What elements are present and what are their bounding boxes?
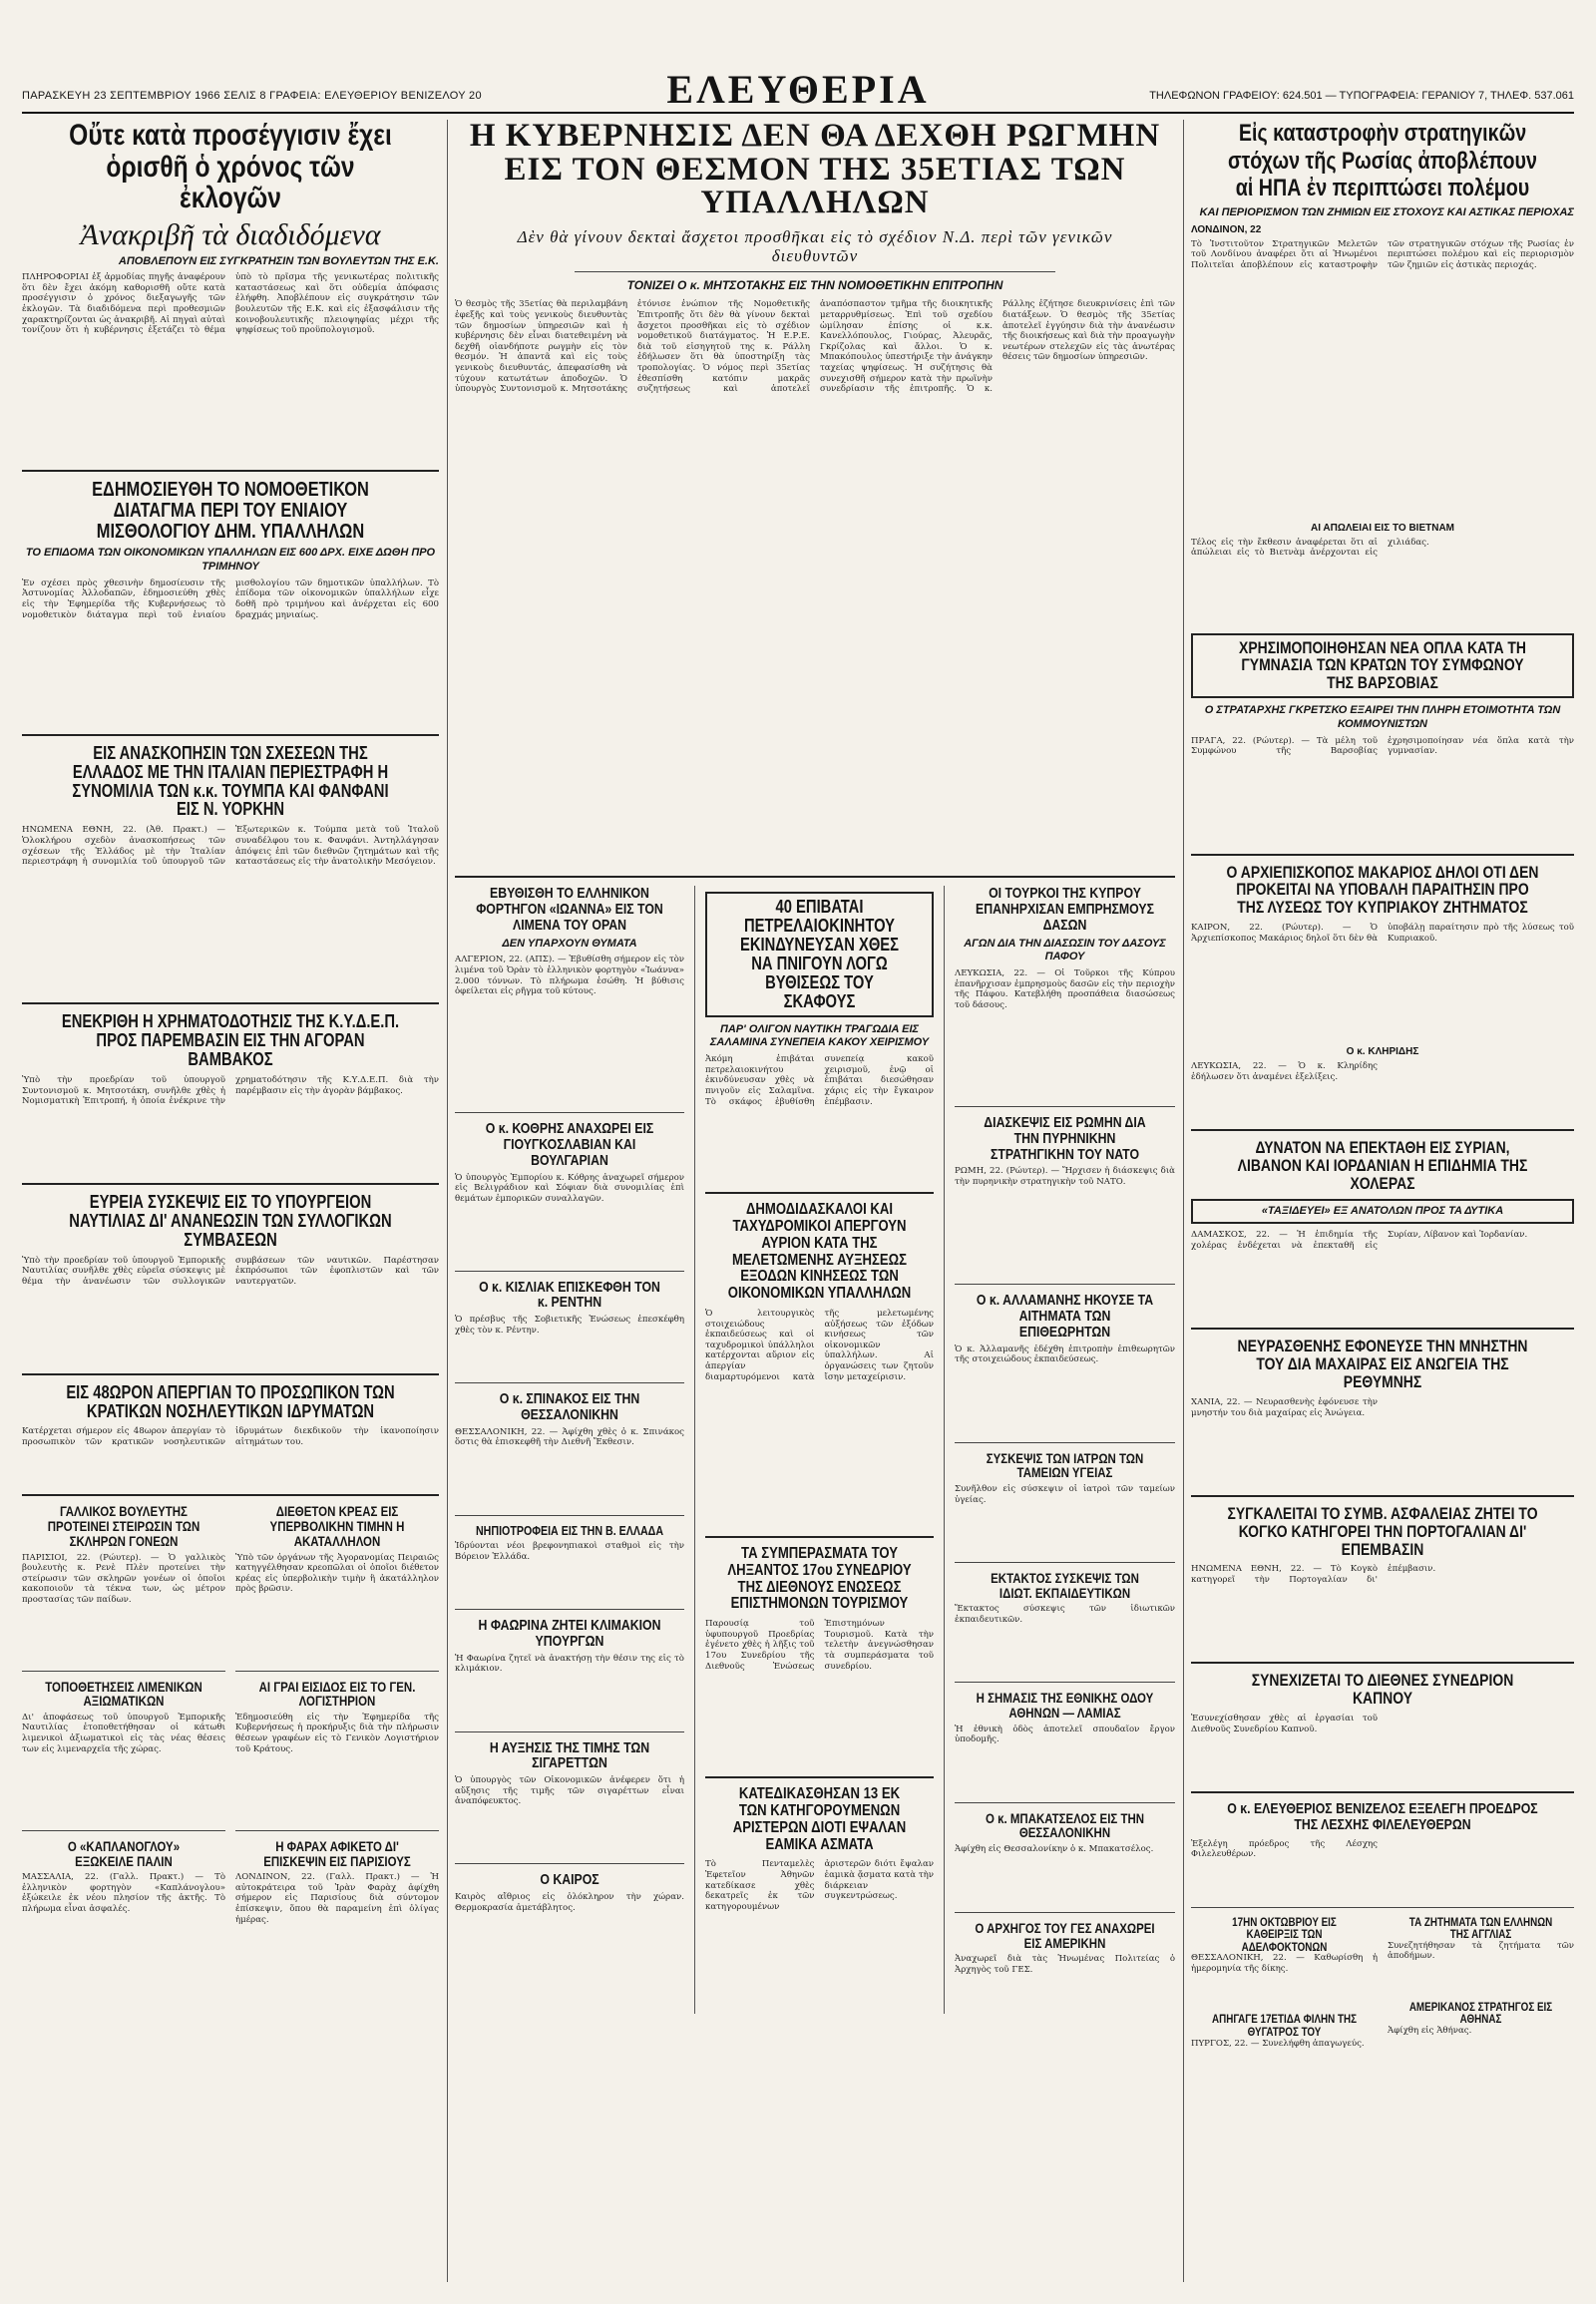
article-body: Τὸ Ἰνστιτοῦτον Στρατηγικῶν Μελετῶν τοῦ Λονδίνου ἀναφέρει ὅτι αἱ Ἡνωμένοι Πολιτεῖαι ἀποβλέπουν εἰς καταστροφὴν τῶν στρατηγικῶν στόχων τῆς Ρωσίας ἐν περιπτώσει πολέμου καὶ εἰς περιορισμὸν τῶν ζημιῶν εἰς ἀστικὰς περιοχάς. <box>1191 238 1574 270</box>
small-news-column <box>22 1504 225 2023</box>
article-headline: 40 ΕΠΙΒΑΤΑΙ ΠΕΤΡΕΛΑΙΟΚΙΝΗΤΟΥ ΕΚΙΝΔΥΝΕΥΣΑΝ ΧΘΕΣ ΝΑ ΠΝΙΓΟΥΝ ΛΟΓΩ ΒΥΘΙΣΕΩΣ ΤΟΥ ΣΚΑΦΟΥΣ <box>739 897 900 1011</box>
article-subhead: ΑΓΩΝ ΔΙΑ ΤΗΝ ΔΙΑΣΩΣΙΝ ΤΟΥ ΔΑΣΟΥΣ ΠΑΦΟΥ <box>964 937 1166 963</box>
article-body: Ἀφίχθη εἰς Ἀθήνας. <box>1388 2026 1472 2036</box>
article-headline: Ο κ. ΕΛΕΥΘΕΡΙΟΣ ΒΕΝΙΖΕΛΟΣ ΕΞΕΛΕΓΗ ΠΡΟΕΔΡΟΣ ΤΗΣ ΛΕΣΧΗΣ ΦΙΛΕΛΕΥΘΕΡΩΝ <box>1227 1800 1538 1833</box>
article-body: Ἔκτακτος σύσκεψις τῶν ἰδιωτικῶν ἐκπαιδευτικῶν. <box>955 1604 1175 1625</box>
article-body: Τὸ Πενταμελὲς Ἐφετεῖον Ἀθηνῶν κατεδίκασε χθὲς δεκατρεῖς ἐκ τῶν κατηγορουμένων ἀριστερῶν διότι ἔψαλαν ἐαμικὰ ᾄσματα κατὰ τὴν διάρκειαν συγκεντρώσεως. <box>705 1859 934 1912</box>
article-body: Ὁ λειτουργικὸς στοιχειώδους ἐκπαιδεύσεως καὶ οἱ ταχυδρομικοὶ ὑπάλληλοι κατέρχονται αὔριον εἰς ἀπεργίαν διαμαρτυρόμενοι κατὰ τῆς μελετωμένης αὐξήσεως τῶν ἐξόδων κινήσεως τῶν οἰκονομικῶν ὑπαλλήλων. Αἱ ὀργανώσεις των ζητοῦν ἴσην μεταχείρισιν. <box>705 1308 934 1382</box>
article-headline: Ο ΚΑΙΡΟΣ <box>540 1871 599 1889</box>
dateline: ΠΑΡΑΣΚΕΥΗ 23 ΣΕΠΤΕΜΒΡΙΟΥ 1966 ΣΕΛΙΣ 8 ΓΡΑΦΕΙΑ: ΕΛΕΥΘΕΡΙΟΥ ΒΕΝΙΖΕΛΟΥ 20 <box>22 90 482 102</box>
center-sub-column <box>944 886 1175 2014</box>
article-headline: ΑΠΗΓΑΓΕ 17ΕΤΙΔΑ ΦΙΛΗΝ ΤΗΣ ΘΥΓΑΤΡΟΣ ΤΟΥ <box>1212 2012 1357 2039</box>
small-news-grid <box>1191 1916 1574 2079</box>
article-headline: Ο κ. ΣΠΙΝΑΚΟΣ ΕΙΣ ΤΗΝ ΘΕΣΣΑΛΟΝΙΚΗΝ <box>499 1390 640 1423</box>
article-body: Ἱδρύονται νέοι βρεφονηπιακοὶ σταθμοὶ εἰς τὴν Βόρειον Ἑλλάδα. <box>455 1541 684 1562</box>
small-news-column <box>1388 1916 1574 2079</box>
article-headline: ΣΥΝΕΧΙΖΕΤΑΙ ΤΟ ΔΙΕΘΝΕΣ ΣΥΝΕΔΡΙΟΝ ΚΑΠΝΟΥ <box>1251 1671 1514 1709</box>
left-column <box>22 120 439 2282</box>
article-subhead: ΑΠΟΒΛΕΠΟΥΝ ΕΙΣ ΣΥΓΚΡΑΤΗΣΙΝ ΤΩΝ ΒΟΥΛΕΥΤΩΝ ΤΗΣ Ε.Κ. <box>118 254 439 267</box>
article-headline: ΕΚΤΑΚΤΟΣ ΣΥΣΚΕΨΙΣ ΤΩΝ ΙΔΙΩΤ. ΕΚΠΑΙΔΕΥΤΙΚΩΝ <box>991 1569 1139 1601</box>
article-body: Ἀκόμη ἐπιβάται πετρελαιοκινήτου ἐκινδύνευσαν χθὲς νὰ πνιγοῦν εἰς Σαλαμῖνα. Τὸ σκάφος ἐβυθίσθη συνεπείᾳ κακοῦ χειρισμοῦ, ἐνῷ οἱ ἐπιβάται διεσώθησαν χάρις εἰς τὴν ἔγκαιρον ἐπέμβασιν. <box>705 1054 934 1107</box>
center-sub-column <box>694 886 934 2014</box>
article-headline: ΔΗΜΟΔΙΔΑΣΚΑΛΟΙ ΚΑΙ ΤΑΧΥΔΡΟΜΙΚΟΙ ΑΠΕΡΓΟΥΝ ΑΥΡΙΟΝ ΚΑΤΑ ΤΗΣ ΜΕΛΕΤΩΜΕΝΗΣ ΑΥΞΗΣΕΩΣ ΕΞΟΔΩΝ ΚΙΝΗΣΕΩΣ ΤΩΝ ΟΙΚΟΝΟΜΙΚΩΝ ΥΠΑΛΛΗΛΩΝ <box>727 1201 912 1303</box>
article-body: Ἡ Φαωρίνα ζητεῖ νὰ ἀνακτήσῃ τὴν θέσιν της εἰς τὸ κλιμάκιον. <box>455 1653 684 1675</box>
article-headline: ΚΑΤΕΔΙΚΑΣΘΗΣΑΝ 13 ΕΚ ΤΩΝ ΚΑΤΗΓΟΡΟΥΜΕΝΩΝ ΑΡΙΣΤΕΡΩΝ ΔΙΟΤΙ ΕΨΑΛΑΝ ΕΑΜΙΚΑ ΑΣΜΑΤΑ <box>732 1785 907 1853</box>
article-body: ΠΛΗΡΟΦΟΡΙΑΙ ἐξ ἁρμοδίας πηγῆς ἀναφέρουν ὅτι δὲν ἔχει ἀκόμη καθορισθῆ οὔτε κατὰ προσέγγισιν ὁ χρόνος διεξαγωγῆς τῶν ἐκλογῶν. Τὰ διαδιδόμενα περὶ προθεσμιῶν χαρακτηρίζονται ὡς ἀνακριβῆ. Αἱ πηγαὶ αὐταὶ τονίζουν ὅτι ἡ κυβέρνησις ἐξετάζει τὸ θέμα ὑπὸ τὸ πρῖσμα τῆς γενικωτέρας πολιτικῆς καταστάσεως καὶ ὅτι οὐδεμία ἀπόφασις ἐλήφθη. Ἀποβλέπουν εἰς συγκράτησιν τῶν βουλευτῶν τῆς Ε.Κ. καὶ εἰς ἐξασφάλισιν τῆς κοινοβουλευτικῆς πλειοψηφίας μέχρι τῆς ψηφίσεως τοῦ προϋπολογισμοῦ. <box>22 272 439 336</box>
article-body: Ἐξελέγη πρόεδρος τῆς Λέσχης Φιλελευθέρων. <box>1191 1838 1378 1860</box>
article-body: ΔΑΜΑΣΚΟΣ, 22. — Ἡ ἐπιδημία τῆς χολέρας ἐνδέχεται νὰ ἐπεκταθῆ εἰς Συρίαν, Λίβανον καὶ Ἰορδανίαν. <box>1191 1230 1528 1251</box>
article-headline: Ο κ. ΜΠΑΚΑΤΣΕΛΟΣ ΕΙΣ ΤΗΝ ΘΕΣΣΑΛΟΝΙΚΗΝ <box>985 1809 1145 1841</box>
article-headline: Η ΦΑΩΡΙΝΑ ΖΗΤΕΙ ΚΛΙΜΑΚΙΟΝ ΥΠΟΥΡΓΩΝ <box>478 1617 661 1650</box>
article-body: ΡΩΜΗ, 22. (Ρώυτερ). — Ἤρχισεν ἡ διάσκεψις διὰ τὴν πυρηνικὴν στρατηγικὴν τοῦ ΝΑΤΟ. <box>955 1166 1175 1187</box>
article-headline: ΝΗΠΙΟΤΡΟΦΕΙΑ ΕΙΣ ΤΗΝ Β. ΕΛΛΑΔΑ <box>475 1522 664 1538</box>
center-lower <box>455 886 1175 2014</box>
article-body: Ὑπὸ τὴν προεδρίαν τοῦ ὑπουργοῦ Ἐμπορικῆς Ναυτιλίας συνῆλθε χθὲς εὐρεῖα σύσκεψις μὲ θέμα τὴν ἀνανέωσιν τῶν συλλογικῶν συμβάσεων τῶν ναυτικῶν. Παρέστησαν ἐκπρόσωποι τῶν ἐφοπλιστῶν καὶ τῶν ναυτεργατῶν. <box>22 1255 439 1287</box>
article-headline: ΕΝΕΚΡΙΘΗ Η ΧΡΗΜΑΤΟΔΟΤΗΣΙΣ ΤΗΣ Κ.Υ.Δ.Ε.Π. ΠΡΟΣ ΠΑΡΕΜΒΑΣΙΝ ΕΙΣ ΤΗΝ ΑΓΟΡΑΝ ΒΑΜΒΑΚΟΣ <box>61 1011 400 1070</box>
column-rule <box>447 120 448 2282</box>
article-body: Καιρὸς αἴθριος εἰς ὁλόκληρον τὴν χώραν. Θερμοκρασία ἀμετάβλητος. <box>455 1891 684 1913</box>
article-body: ΘΕΣΣΑΛΟΝΙΚΗ, 22. — Ἀφίχθη χθὲς ὁ κ. Σπινάκος ὅστις θὰ ἐπισκεφθῆ τὴν Διεθνῆ Ἔκθεσιν. <box>455 1426 684 1448</box>
article-body: ΛΕΥΚΩΣΙΑ, 22. — Οἱ Τοῦρκοι τῆς Κύπρου ἐπανῆρχισαν ἐμπρησμοὺς δασῶν εἰς τὴν περιοχὴν τῆς Πάφου. Κατεβλήθη προσπάθεια διασώσεως τοῦ δάσους. <box>955 968 1175 1010</box>
column-rule <box>1183 120 1184 2282</box>
article-headline: ΣΥΓΚΑΛΕΙΤΑΙ ΤΟ ΣΥΜΒ. ΑΣΦΑΛΕΙΑΣ ΖΗΤΕΙ ΤΟ ΚΟΓΚΟ ΚΑΤΗΓΟΡΕΙ ΤΗΝ ΠΟΡΤΟΓΑΛΙΑΝ ΔΙ' ΕΠΕΜΒΑΣΙΝ <box>1227 1503 1538 1559</box>
article-body: Ὁ ὑπουργὸς τῶν Οἰκονομικῶν ἀνέφερεν ὅτι ἡ αὔξησις τῆς τιμῆς τῶν σιγαρέττων εἶναι ἀναπόφευκτος. <box>455 1775 684 1807</box>
article-headline: ΤΑ ΣΥΜΠΕΡΑΣΜΑΤΑ ΤΟΥ ΛΗΞΑΝΤΟΣ 17ου ΣΥΝΕΔΡΙΟΥ ΤΗΣ ΔΙΕΘΝΟΥΣ ΕΝΩΣΕΩΣ ΕΠΙΣΤΗΜΟΝΩΝ ΤΟΥΡΙΣΜΟΥ <box>727 1544 912 1613</box>
boxed-article <box>1191 633 1574 699</box>
article-headline: ΑΜΕΡΙΚΑΝΟΣ ΣΤΡΑΤΗΓΟΣ ΕΙΣ ΑΘΗΝΑΣ <box>1408 1999 1553 2027</box>
article-headline: ΕΔΗΜΟΣΙΕΥΘΗ ΤΟ ΝΟΜΟΘΕΤΙΚΟΝ ΔΙΑΤΑΓΜΑ ΠΕΡΙ ΤΟΥ ΕΝΙΑΙΟΥ ΜΙΣΘΟΛΟΓΙΟΥ ΔΗΜ. ΥΠΑΛΛΗΛΩΝ <box>92 479 369 544</box>
article-body: ΗΝΩΜΕΝΑ ΕΘΝΗ, 22. — Τὸ Κογκὸ κατηγορεῖ τὴν Πορτογαλίαν δι' ἐπέμβασιν. <box>1191 1564 1436 1586</box>
right-column <box>1191 120 1574 2282</box>
article-headline: ΣΥΣΚΕΨΙΣ ΤΩΝ ΙΑΤΡΩΝ ΤΩΝ ΤΑΜΕΙΩΝ ΥΓΕΙΑΣ <box>986 1449 1144 1481</box>
article-headline: Ἀνακριβῆ τὰ διαδιδόμενα <box>80 217 381 251</box>
article-headline: ΑΙ ΓΡΑΙ ΕΙΣΙΔΟΣ ΕΙΣ ΤΟ ΓΕΝ. ΛΟΓΙΣΤΗΡΙΟΝ <box>258 1678 416 1710</box>
article-headline: ΓΑΛΛΙΚΟΣ ΒΟΥΛΕΥΤΗΣ ΠΡΟΤΕΙΝΕΙ ΣΤΕΙΡΩΣΙΝ ΤΩΝ ΣΚΛΗΡΩΝ ΓΟΝΕΩΝ <box>47 1503 200 1549</box>
main-deck: Δὲν θὰ γίνουν δεκταὶ ἄσχετοι προσθῆκαι εἰς τὸ σχέδιον Ν.Δ. περὶ τῶν γενικῶν διευθυντῶν <box>517 226 1113 265</box>
article-body: Ὑπὸ τῶν ὀργάνων τῆς Ἀγορανομίας Πειραιῶς κατηγγέλθησαν κρεοπῶλαι οἱ ὁποῖοι διέθετον κρέας εἰς ὑπερβολικὴν τιμὴν ἢ ἀκατάλληλον πρὸς βρῶσιν. <box>235 1552 439 1595</box>
article-body: Δι' ἀποφάσεως τοῦ ὑπουργοῦ Ἐμπορικῆς Ναυτιλίας ἐτοποθετήθησαν οἱ κάτωθι λιμενικοὶ ἀξιωματικοὶ εἰς τὰς νέας θέσεις των εἰς λιμεναρχεῖα τῆς χώρας. <box>22 1712 225 1754</box>
article-subhead: ΚΑΙ ΠΕΡΙΟΡΙΣΜΟΝ ΤΩΝ ΖΗΜΙΩΝ ΕΙΣ ΣΤΟΧΟΥΣ ΚΑΙ ΑΣΤΙΚΑΣ ΠΕΡΙΟΧΑΣ <box>1199 205 1574 218</box>
section-label: ΑΙ ΑΠΩΛΕΙΑΙ ΕΙΣ ΤΟ ΒΙΕΤΝΑΜ <box>1310 522 1455 534</box>
main-headline: Η ΚΥΒΕΡΝΗΣΙΣ ΔΕΝ ΘΑ ΔΕΧΘΗ ΡΩΓΜΗΝ ΕΙΣ ΤΟΝ ΘΕΣΜΟΝ ΤΗΣ 35ΕΤΙΑΣ ΤΩΝ ΥΠΑΛΛΗΛΩΝ <box>469 120 1161 221</box>
article-subhead: «ΤΑΞΙΔΕΥΕΙ» ΕΞ ΑΝΑΤΟΛΩΝ ΠΡΟΣ ΤΑ ΔΥΤΙΚΑ <box>1261 1204 1504 1217</box>
article-body: Ὑπὸ τὴν προεδρίαν τοῦ ὑπουργοῦ Συντονισμοῦ κ. Μητσοτάκη, συνῆλθε χθὲς ἡ Νομισματικὴ Ἐπιτροπή, ἡ ὁποία ἐνέκρινε τὴν χρηματοδότησιν τῆς Κ.Υ.Δ.Ε.Π. διὰ τὴν παρέμβασιν εἰς τὴν ἀγορὰν βάμβακος. <box>22 1074 439 1107</box>
section-label: Ο κ. ΚΛΗΡΙΔΗΣ <box>1346 1046 1419 1058</box>
article-body: Ἀφίχθη εἰς Θεσσαλονίκην ὁ κ. Μπακατσέλος. <box>955 1844 1154 1855</box>
article-headline: Ο ΑΡΧΗΓΟΣ ΤΟΥ ΓΕΣ ΑΝΑΧΩΡΕΙ ΕΙΣ ΑΜΕΡΙΚΗΝ <box>975 1920 1155 1951</box>
article-body: Ὁ πρέσβυς τῆς Σοβιετικῆς Ἑνώσεως ἐπεσκέφθη χθὲς τὸν κ. Ρέντην. <box>455 1315 684 1336</box>
center-sub-column <box>455 886 684 2014</box>
article-body: ΠΑΡΙΣΙΟΙ, 22. (Ρώυτερ). — Ὁ γαλλικὸς βουλευτὴς κ. Ρενὲ Πλὲν προτείνει τὴν στείρωσιν τῶν σκληρῶν γονέων οἱ ὁποῖοι κακοποιοῦν τὰ τέκνα των, ὡς μέτρον προστασίας τῶν παίδων. <box>22 1552 225 1605</box>
article-headline: Η ΦΑΡΑΧ ΑΦΙΚΕΤΟ ΔΙ' ΕΠΙΣΚΕΨΙΝ ΕΙΣ ΠΑΡΙΣΙΟΥΣ <box>263 1837 411 1869</box>
article-body: Κατέρχεται σήμερον εἰς 48ωρον ἀπεργίαν τὸ προσωπικὸν τῶν κρατικῶν νοσηλευτικῶν ἱδρυμάτων διεκδικοῦν τὴν ἱκανοποίησιν αἰτημάτων του. <box>22 1426 439 1448</box>
article-body: ΧΑΝΙΑ, 22. — Νευρασθενὴς ἐφόνευσε τὴν μνηστήν του διὰ μαχαίρας εἰς Ἀνώγεια. <box>1191 1396 1378 1418</box>
main-subhead: ΤΟΝΙΖΕΙ Ο κ. ΜΗΤΣΟΤΑΚΗΣ ΕΙΣ ΤΗΝ ΝΟΜΟΘΕΤΙΚΗΝ ΕΠΙΤΡΟΠΗΝ <box>626 278 1003 293</box>
article-headline: Ο κ. ΑΛΛΑΜΑΝΗΣ ΗΚΟΥΣΕ ΤΑ ΑΙΤΗΜΑΤΑ ΤΩΝ ΕΠΙΘΕΩΡΗΤΩΝ <box>976 1292 1154 1341</box>
article-body: ΘΕΣΣΑΛΟΝΙΚΗ, 22. — Καθωρίσθη ἡ ἡμερομηνία τῆς δίκης. <box>1191 1953 1378 1974</box>
article-body: ΚΑΙΡΟΝ, 22. (Ρώυτερ). — Ὁ Ἀρχιεπίσκοπος Μακάριος δηλοῖ ὅτι δὲν θὰ ὑποβάλῃ παραίτησιν πρὸ τῆς λύσεως τοῦ Κυπριακοῦ. <box>1191 923 1574 944</box>
article-body: ΛΟΝΔΙΝΟΝ, 22. (Γαλλ. Πρακτ.) — Ἡ αὐτοκράτειρα τοῦ Ἰρὰν Φαρὰχ ἀφίχθη σήμερον εἰς Παρισίους διὰ σύντομον ἐπίσκεψιν, ὅπου θὰ παραμείνη ἐπὶ ὀλίγας ἡμέρας. <box>235 1872 439 1925</box>
article-body: Ὁ ὑπουργὸς Ἐμπορίου κ. Κόθρης ἀναχωρεῖ σήμερον εἰς Βελιγράδιον καὶ Σόφιαν διὰ συνομιλίας ἐπὶ θεμάτων ἐμπορικῶν συναλλαγῶν. <box>455 1172 684 1204</box>
article-subhead: Ο ΣΤΡΑΤΑΡΧΗΣ ΓΚΡΕΤΣΚΟ ΕΞΑΙΡΕΙ ΤΗΝ ΠΛΗΡΗ ΕΤΟΙΜΟΤΗΤΑ ΤΩΝ ΚΟΜΜΟΥΝΙΣΤΩΝ <box>1204 704 1561 730</box>
article-body: Παρουσίᾳ τοῦ ὑφυπουργοῦ Προεδρίας ἐγένετο χθὲς ἡ λῆξις τοῦ 17ου Συνεδρίου τῆς Διεθνοῦς Ἑνώσεως Ἐπιστημόνων Τουρισμοῦ. Κατὰ τὴν τελετὴν ἀνεγνώσθησαν τὰ συμπεράσματα τοῦ συνεδρίου. <box>705 1619 934 1672</box>
article-subhead: ΤΟ ΕΠΙΔΟΜΑ ΤΩΝ ΟΙΚΟΝΟΜΙΚΩΝ ΥΠΑΛΛΗΛΩΝ ΕΙΣ 600 ΔΡΧ. ΕΙΧΕ ΔΩΘΗ ΠΡΟ ΤΡΙΜΗΝΟΥ <box>25 547 436 573</box>
article-body: ΛΕΥΚΩΣΙΑ, 22. — Ὁ κ. Κληρίδης ἐδήλωσεν ὅτι ἀναμένει ἐξελίξεις. <box>1191 1061 1378 1082</box>
article-headline: ὁρισθῆ ὁ χρόνος τῶν ἐκλογῶν <box>106 150 355 214</box>
article-headline: ΔΙΑΣΚΕΨΙΣ ΕΙΣ ΡΩΜΗΝ ΔΙΑ ΤΗΝ ΠΥΡΗΝΙΚΗΝ ΣΤΡΑΤΗΓΙΚΗΝ ΤΟΥ ΝΑΤΟ <box>984 1114 1146 1163</box>
article-body: ΜΑΣΣΑΛΙΑ, 22. (Γαλλ. Πρακτ.) — Τὸ ἑλληνικὸν φορτηγὸν «Καπλάνογλου» ἐξώκειλε ἐκ νέου πλησίον τῆς ἀκτῆς. Τὸ πλήρωμα εἶναι ἀσφαλές. <box>22 1872 225 1915</box>
article-body: Τέλος εἰς τὴν ἔκθεσιν ἀναφέρεται ὅτι αἱ ἀπώλειαι εἰς τὸ Βιετνὰμ ἀνέρχονται εἰς χιλιάδας. <box>1191 537 1429 559</box>
article-headline: Ο «ΚΑΠΛΑΝΟΓΛΟΥ» ΕΞΩΚΕΙΛΕ ΠΑΛΙΝ <box>67 1837 181 1869</box>
article-headline: ΕΙΣ 48ΩΡΟΝ ΑΠΕΡΓΙΑΝ ΤΟ ΠΡΟΣΩΠΙΚΟΝ ΤΩΝ ΚΡΑΤΙΚΩΝ ΝΟΣΗΛΕΥΤΙΚΩΝ ΙΔΡΥΜΑΤΩΝ <box>66 1381 395 1421</box>
article-headline: ΤΟΠΟΘΕΤΗΣΕΙΣ ΛΙΜΕΝΙΚΩΝ ΑΞΙΩΜΑΤΙΚΩΝ <box>45 1678 202 1710</box>
article-body: Ἐδημοσιεύθη εἰς τὴν Ἐφημερίδα τῆς Κυβερνήσεως ἡ προκήρυξις διὰ τὴν πλήρωσιν θέσεων γραφέων εἰς τὸ Γενικὸν Λογιστήριον τοῦ Κράτους. <box>235 1712 439 1754</box>
small-news-column <box>235 1504 439 2023</box>
article-headline: ΔΙΕΘΕΤΟΝ ΚΡΕΑΣ ΕΙΣ ΥΠΕΡΒΟΛΙΚΗΝ ΤΙΜΗΝ Η ΑΚΑΤΑΛΛΗΛΟΝ <box>269 1503 405 1549</box>
article-headline: 17ΗΝ ΟΚΤΩΒΡΙΟΥ ΕΙΣ ΚΑΘΕΙΡΞΙΣ ΤΩΝ ΑΔΕΛΦΟΚΤΟΝΩΝ <box>1232 1914 1337 1954</box>
article-body: Συνεζητήθησαν τὰ ζητήματα τῶν ἀποδήμων. <box>1388 1940 1574 1962</box>
article-body: ΠΡΑΓΑ, 22. (Ρώυτερ). — Τὰ μέλη τοῦ Συμφώνου τῆς Βαρσοβίας ἐχρησιμοποίησαν νέα ὅπλα κατὰ τὴν γυμνασίαν. <box>1191 735 1574 757</box>
article-headline: Εἰς καταστροφὴν στρατηγικῶν στόχων τῆς Ρωσίας ἀποβλέπουν αἱ ΗΠΑ ἐν περιπτώσει πολέμου <box>1228 120 1537 202</box>
article-headline: Ο κ. ΚΟΘΡΗΣ ΑΝΑΧΩΡΕΙ ΕΙΣ ΓΙΟΥΓΚΟΣΛΑΒΙΑΝ ΚΑΙ ΒΟΥΛΓΑΡΙΑΝ <box>485 1120 654 1169</box>
article-headline: Οὔτε κατὰ προσέγγισιν ἔχει <box>69 120 392 152</box>
phone-line: ΤΗΛΕΦΩΝΟΝ ΓΡΑΦΕΙΟΥ: 624.501 — ΤΥΠΟΓΡΑΦΕΙΑ: ΓΕΡΑΝΙΟΥ 7, ΤΗΛΕΦ. 537.061 <box>1149 90 1574 102</box>
article-body: Ἐσυνεχίσθησαν χθὲς αἱ ἐργασίαι τοῦ Διεθνοῦς Συνεδρίου Καπνοῦ. <box>1191 1714 1378 1734</box>
article-headline: Η ΑΥΞΗΣΙΣ ΤΗΣ ΤΙΜΗΣ ΤΩΝ ΣΙΓΑΡΕΤΤΩΝ <box>489 1738 650 1772</box>
boxed-article <box>705 892 934 1016</box>
boxed-subhead <box>1191 1199 1574 1225</box>
article-body: ΑΛΓΕΡΙΟΝ, 22. (ΑΠΣ). — Ἐβυθίσθη σήμερον εἰς τὸν λιμένα τοῦ Ὀρὰν τὸ ἑλληνικὸν φορτηγὸν «Ἰωάννα» 2.000 τόννων. Τὸ πλήρωμα ἐσώθη. Ἡ βύθισις ὀφείλεται εἰς ρῆγμα τοῦ κύτους. <box>455 955 684 997</box>
dateline-label: ΛΟΝΔΙΝΟΝ, 22 <box>1191 223 1262 235</box>
article-headline: ΤΑ ΖΗΤΗΜΑΤΑ ΤΩΝ ΕΛΛΗΝΩΝ ΤΗΣ ΑΓΓΛΙΑΣ <box>1408 1914 1553 1942</box>
article-body: Συνῆλθον εἰς σύσκεψιν οἱ ἰατροὶ τῶν ταμείων ὑγείας. <box>955 1483 1175 1505</box>
article-headline: Ο ΑΡΧΙΕΠΙΣΚΟΠΟΣ ΜΑΚΑΡΙΟΣ ΔΗΛΟΙ ΟΤΙ ΔΕΝ ΠΡΟΚΕΙΤΑΙ ΝΑ ΥΠΟΒΑΛΗ ΠΑΡΑΙΤΗΣΙΝ ΠΡΟ ΤΗΣ ΛΥΣΕΩΣ ΤΟΥ ΚΥΠΡΙΑΚΟΥ ΖΗΤΗΜΑΤΟΣ <box>1226 862 1539 918</box>
article-headline: ΔΥΝΑΤΟΝ ΝΑ ΕΠΕΚΤΑΘΗ ΕΙΣ ΣΥΡΙΑΝ, ΛΙΒΑΝΟΝ ΚΑΙ ΙΟΡΔΑΝΙΑΝ Η ΕΠΙΔΗΜΙΑ ΤΗΣ ΧΟΛΕΡΑΣ <box>1237 1138 1528 1193</box>
article-headline: ΟΙ ΤΟΥΡΚΟΙ ΤΗΣ ΚΥΠΡΟΥ ΕΠΑΝΗΡΧΙΣΑΝ ΕΜΠΡΗΣΜΟΥΣ ΔΑΣΩΝ <box>976 885 1154 934</box>
center-column <box>455 120 1175 2282</box>
small-news-grid <box>22 1504 439 2023</box>
article-body: Ὁ κ. Ἀλλαμανῆς ἐδέχθη ἐπιτροπὴν ἐπιθεωρητῶν τῆς στοιχειώδους ἐκπαιδεύσεως. <box>955 1344 1175 1365</box>
article-body: ΗΝΩΜΕΝΑ ΕΘΝΗ, 22. (Ἀθ. Πρακτ.) — Ὁλοκλήρου σχεδὸν ἀνασκοπήσεως τῶν σχέσεων τῆς Ἑλλάδος μὲ τὴν Ἰταλίαν περιεστράφη ἡ συνομιλία τοῦ ὑπουργοῦ τῶν Ἐξωτερικῶν κ. Τούμπα μετὰ τοῦ Ἰταλοῦ συναδέλφου του κ. Φανφάνι. Ἀντηλλάγησαν ἀπόψεις ἐπὶ τῶν διεθνῶν ζητημάτων καὶ τῆς καταστάσεως εἰς τὴν ἀνατολικὴν Μεσόγειον. <box>22 825 439 868</box>
article-headline: ΧΡΗΣΙΜΟΠΟΙΗΘΗΣΑΝ ΝΕΑ ΟΠΛΑ ΚΑΤΑ ΤΗ ΓΥΜΝΑΣΙΑ ΤΩΝ ΚΡΑΤΩΝ ΤΟΥ ΣΥΜΦΩΝΟΥ ΤΗΣ ΒΑΡΣΟΒΙΑΣ <box>1239 637 1526 693</box>
small-news-column <box>1191 1916 1378 2079</box>
article-headline: Ο κ. ΚΙΣΛΙΑΚ ΕΠΙΣΚΕΦΘΗ ΤΟΝ κ. ΡΕΝΤΗΝ <box>479 1278 660 1312</box>
article-subhead: ΠΑΡ' ΟΛΙΓΟΝ ΝΑΥΤΙΚΗ ΤΡΑΓΩΔΙΑ ΕΙΣ ΣΑΛΑΜΙΝΑ ΣΥΝΕΠΕΙΑ ΚΑΚΟΥ ΧΕΙΡΙΣΜΟΥ <box>709 1022 930 1049</box>
article-body: Ἡ ἐθνικὴ ὁδὸς ἀποτελεῖ σπουδαῖον ἔργον ὑποδομῆς. <box>955 1724 1175 1745</box>
masthead-title: ΕΛΕΥΘΕΡΙΑ <box>666 67 930 112</box>
masthead-rule <box>22 112 1574 114</box>
article-headline: Η ΣΗΜΑΣΙΣ ΤΗΣ ΕΘΝΙΚΗΣ ΟΔΟΥ ΑΘΗΝΩΝ — ΛΑΜΙΑΣ <box>976 1690 1154 1722</box>
article-subhead: ΔΕΝ ΥΠΑΡΧΟΥΝ ΘΥΜΑΤΑ <box>502 937 637 950</box>
main-article-body: Ὁ θεσμὸς τῆς 35ετίας θὰ περιλαμβάνη ἐφεξῆς καὶ τοὺς γενικοὺς διευθυντὰς τῶν δημοσίων ὑπηρεσιῶν καὶ ἡ κυβέρνησις δὲν εἶναι διατεθειμένη νὰ δεχθῆ οἱανδήποτε ρωγμὴν εἰς τὸν θεσμόν. Ἡ ἀπαντᾶ καὶ εἰς τοὺς γενικοὺς διευθυντάς, ἀπεφασίσθη νὰ τύχουν κατωτάτων ἀποδοχῶν. Ὁ ὑπουργὸς Συντονισμοῦ κ. Μητσοτάκης ἐτόνισε ἐνώπιον τῆς Νομοθετικῆς Ἐπιτροπῆς ὅτι δὲν θὰ γίνουν δεκταὶ ἄσχετοι προσθῆκαι εἰς τὸ σχέδιον νομοθετικοῦ διατάγματος. Ἡ Ε.Ρ.Ε. διὰ τοῦ εἰσηγητοῦ της κ. Ράλλη ἐδήλωσεν ὅτι θὰ ὑποστηρίξη τὰς τροπολογίας. Ὁ νόμος περὶ 35ετίας ἐθεσπίσθη κατόπιν μακρᾶς συζητήσεως καὶ ἀποτελεῖ ἀναπόσπαστον τμῆμα τῆς διοικητικῆς μεταρρυθμίσεως. Ἐπὶ τοῦ σχεδίου ὡμίλησαν ἐπίσης οἱ κ.κ. Κανελλόπουλος, Γιούρας, Ἀλευρᾶς, Γκρίζολας καὶ ἄλλοι. Ὁ κ. Μπακόπουλος ὑπεστήριξε τὴν ἀνάγκην ταχείας ψηφίσεως. Ἡ συζήτησις θὰ συνεχισθῆ σήμερον κατὰ τὴν πρωϊνὴν συνεδρίασιν τῆς ἐπιτροπῆς. Ὁ κ. Ράλλης ἐζήτησε διευκρινίσεις ἐπὶ τῶν διατάξεων. Ὁ θεσμὸς τῆς 35ετίας ἀποτελεῖ ἐγγύησιν διὰ τὴν ἀνανέωσιν τῆς διοικήσεως καὶ διὰ τὴν προαγωγὴν νεωτέρων στελεχῶν εἰς τὰς ἀνωτέρας θέσεις τῶν δημοσίων ὑπηρεσιῶν. <box>455 299 1175 395</box>
article-headline: ΝΕΥΡΑΣΘΕΝΗΣ ΕΦΟΝΕΥΣΕ ΤΗΝ ΜΝΗΣΤΗΝ ΤΟΥ ΔΙΑ ΜΑΧΑΙΡΑΣ ΕΙΣ ΑΝΩΓΕΙΑ ΤΗΣ ΡΕΘΥΜΝΗΣ <box>1237 1337 1528 1392</box>
article-headline: ΕΥΡΕΙΑ ΣΥΣΚΕΨΙΣ ΕΙΣ ΤΟ ΥΠΟΥΡΓΕΙΟΝ ΝΑΥΤΙΛΙΑΣ ΔΙ' ΑΝΑΝΕΩΣΙΝ ΤΩΝ ΣΥΛΛΟΓΙΚΩΝ ΣΥΜΒΑΣΕΩΝ <box>69 1191 392 1250</box>
article-headline: ΕΒΥΘΙΣΘΗ ΤΟ ΕΛΛΗΝΙΚΟΝ ΦΟΡΤΗΓΟΝ «ΙΩΑΝΝΑ» ΕΙΣ ΤΟΝ ΛΙΜΕΝΑ ΤΟΥ ΟΡΑΝ <box>476 885 663 934</box>
article-body: Ἐν σχέσει πρὸς χθεσινὴν δημοσίευσιν τῆς Ἀστυνομίας Ἀλλοδαπῶν, ἐδημοσιεύθη χθὲς εἰς τὴν Ἐφημερίδα τῆς Κυβερνήσεως τὸ νομοθετικὸν διάταγμα περὶ τοῦ ἑνιαίου μισθολογίου τῶν δημοτικῶν ὑπαλλήλων. Τὸ ἐπίδομα τῶν οἰκονομικῶν ὑπαλλήλων εἶχε δοθῆ πρὸ τριμήνου καὶ ἀνέρχεται εἰς 600 δραχμάς μηνιαίως. <box>22 577 439 620</box>
article-body: ΠΥΡΓΟΣ, 22. — Συνελήφθη ἀπαγωγεύς. <box>1191 2038 1365 2049</box>
article-headline: ΕΙΣ ΑΝΑΣΚΟΠΗΣΙΝ ΤΩΝ ΣΧΕΣΕΩΝ ΤΗΣ ΕΛΛΑΔΟΣ ΜΕ ΤΗΝ ΙΤΑΛΙΑΝ ΠΕΡΙΕΣΤΡΑΦΗ Η ΣΥΝΟΜΙΛΙΑ ΤΩΝ κ.κ. ΤΟΥΜΠΑ ΚΑΙ ΦΑΝΦΑΝΙ ΕΙΣ Ν. ΥΟΡΚΗΝ <box>72 742 389 820</box>
article-body: Ἀναχωρεῖ διὰ τὰς Ἡνωμένας Πολιτείας ὁ Ἀρχηγὸς τοῦ ΓΕΣ. <box>955 1954 1175 1976</box>
